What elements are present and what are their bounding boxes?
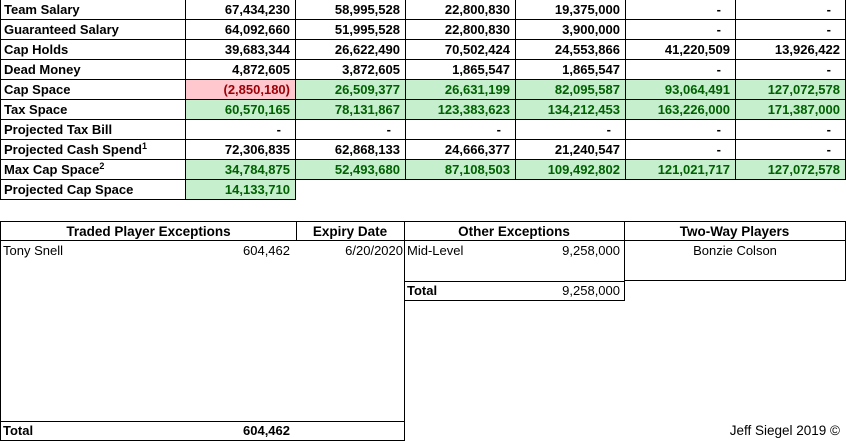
summary-cell: 93,064,491	[626, 80, 736, 100]
summary-cell: -	[736, 0, 846, 20]
summary-cell: -	[626, 20, 736, 40]
summary-row-label-text: Tax Space	[4, 102, 68, 117]
footnote-marker: 2	[99, 161, 105, 171]
tpe-expiry-date: 6/20/2020	[345, 243, 403, 258]
summary-row-label-text: Cap Space	[4, 82, 71, 97]
summary-cell: 64,092,660	[186, 20, 296, 40]
summary-cell: 52,493,680	[296, 160, 406, 180]
summary-row	[0, 40, 846, 60]
summary-cell: -	[736, 120, 846, 140]
summary-cell: -	[186, 120, 296, 140]
summary-cell: 26,509,377	[296, 80, 406, 100]
summary-cell: 26,631,199	[406, 80, 516, 100]
author-credit: Jeff Siegel 2019 ©	[729, 423, 840, 438]
summary-cell: -	[626, 140, 736, 160]
mid-level-label: Mid-Level	[407, 243, 464, 258]
summary-cell: 121,021,717	[626, 160, 736, 180]
summary-cell: 60,570,165	[186, 100, 296, 120]
tpe-total-label: Total	[3, 423, 34, 438]
summary-cell: 67,434,230	[186, 0, 296, 20]
summary-cell: 22,800,830	[406, 0, 516, 20]
summary-cell: 123,383,623	[406, 100, 516, 120]
other-exceptions-total-label: Total	[407, 283, 438, 298]
summary-cell: -	[736, 20, 846, 40]
summary-cell: 87,108,503	[406, 160, 516, 180]
summary-row-label-text: Dead Money	[4, 62, 81, 77]
summary-cell: 1,865,547	[516, 60, 626, 80]
summary-cell: 39,683,344	[186, 40, 296, 60]
summary-cell: 134,212,453	[516, 100, 626, 120]
summary-row-label	[0, 120, 186, 140]
tpe-header: Traded Player Exceptions	[0, 221, 297, 241]
summary-cell: (2,850,180)	[186, 80, 296, 100]
summary-row-label-text: Max Cap Space	[4, 162, 100, 177]
summary-cell: 1,865,547	[406, 60, 516, 80]
summary-row-label-text: Guaranteed Salary	[4, 22, 119, 37]
summary-row-label	[0, 0, 186, 20]
summary-cell: -	[626, 60, 736, 80]
summary-cell: 14,133,710	[186, 180, 296, 200]
summary-row-label	[0, 160, 186, 180]
summary-cell: 58,995,528	[296, 0, 406, 20]
summary-row	[0, 180, 846, 200]
two-way-player-name: Bonzie Colson	[693, 243, 777, 258]
summary-row-label-text: Team Salary	[4, 2, 80, 17]
summary-cell: -	[626, 0, 736, 20]
summary-cell: 109,492,802	[516, 160, 626, 180]
footnote-marker: 1	[141, 141, 147, 151]
summary-cell: 78,131,867	[296, 100, 406, 120]
summary-row-label	[0, 140, 186, 160]
summary-cell: -	[516, 120, 626, 140]
summary-cell: 51,995,528	[296, 20, 406, 40]
summary-row	[0, 60, 846, 80]
summary-cell: 4,872,605	[186, 60, 296, 80]
summary-cell: 34,784,875	[186, 160, 296, 180]
summary-cell: 171,387,000	[736, 100, 846, 120]
summary-cell: -	[626, 120, 736, 140]
summary-row-label-text: Projected Cash Spend	[4, 142, 142, 157]
summary-cell: -	[406, 120, 516, 140]
other-exceptions-header: Other Exceptions	[404, 221, 625, 241]
summary-cell: 24,553,866	[516, 40, 626, 60]
summary-row-label-text: Cap Holds	[4, 42, 69, 57]
summary-row-label	[0, 80, 186, 100]
summary-cell: 70,502,424	[406, 40, 516, 60]
summary-cell: 127,072,578	[736, 80, 846, 100]
summary-cell: 26,622,490	[296, 40, 406, 60]
summary-row	[0, 140, 846, 160]
summary-row-label	[0, 20, 186, 40]
summary-row-label-text: Projected Cap Space	[4, 182, 134, 197]
tpe-expiry-header: Expiry Date	[296, 221, 405, 241]
summary-row	[0, 20, 846, 40]
summary-cell: 13,926,422	[736, 40, 846, 60]
summary-cell: 21,240,547	[516, 140, 626, 160]
summary-row-label	[0, 100, 186, 120]
summary-cell: -	[736, 140, 846, 160]
summary-row	[0, 0, 846, 20]
summary-row	[0, 120, 846, 140]
summary-cell: 24,666,377	[406, 140, 516, 160]
summary-row	[0, 80, 846, 100]
summary-row	[0, 160, 846, 180]
summary-cell: -	[296, 120, 406, 140]
summary-row-label-text: Projected Tax Bill	[4, 122, 113, 137]
summary-cell: -	[736, 60, 846, 80]
tpe-amount: 604,462	[243, 243, 290, 258]
two-way-players-header: Two-Way Players	[624, 221, 846, 241]
tpe-total-value: 604,462	[243, 423, 290, 438]
tpe-player-name: Tony Snell	[3, 243, 63, 258]
summary-cell: 62,868,133	[296, 140, 406, 160]
summary-cell: 163,226,000	[626, 100, 736, 120]
mid-level-value: 9,258,000	[562, 243, 620, 258]
summary-cell: 127,072,578	[736, 160, 846, 180]
summary-cell: 19,375,000	[516, 0, 626, 20]
summary-cell: 22,800,830	[406, 20, 516, 40]
summary-row-label	[0, 60, 186, 80]
summary-cell: 82,095,587	[516, 80, 626, 100]
summary-row-label	[0, 40, 186, 60]
summary-cell: 41,220,509	[626, 40, 736, 60]
summary-cell: 3,872,605	[296, 60, 406, 80]
summary-row	[0, 100, 846, 120]
summary-row-label	[0, 180, 186, 200]
summary-cell: 72,306,835	[186, 140, 296, 160]
other-exceptions-total-value: 9,258,000	[562, 283, 620, 298]
summary-cell: 3,900,000	[516, 20, 626, 40]
